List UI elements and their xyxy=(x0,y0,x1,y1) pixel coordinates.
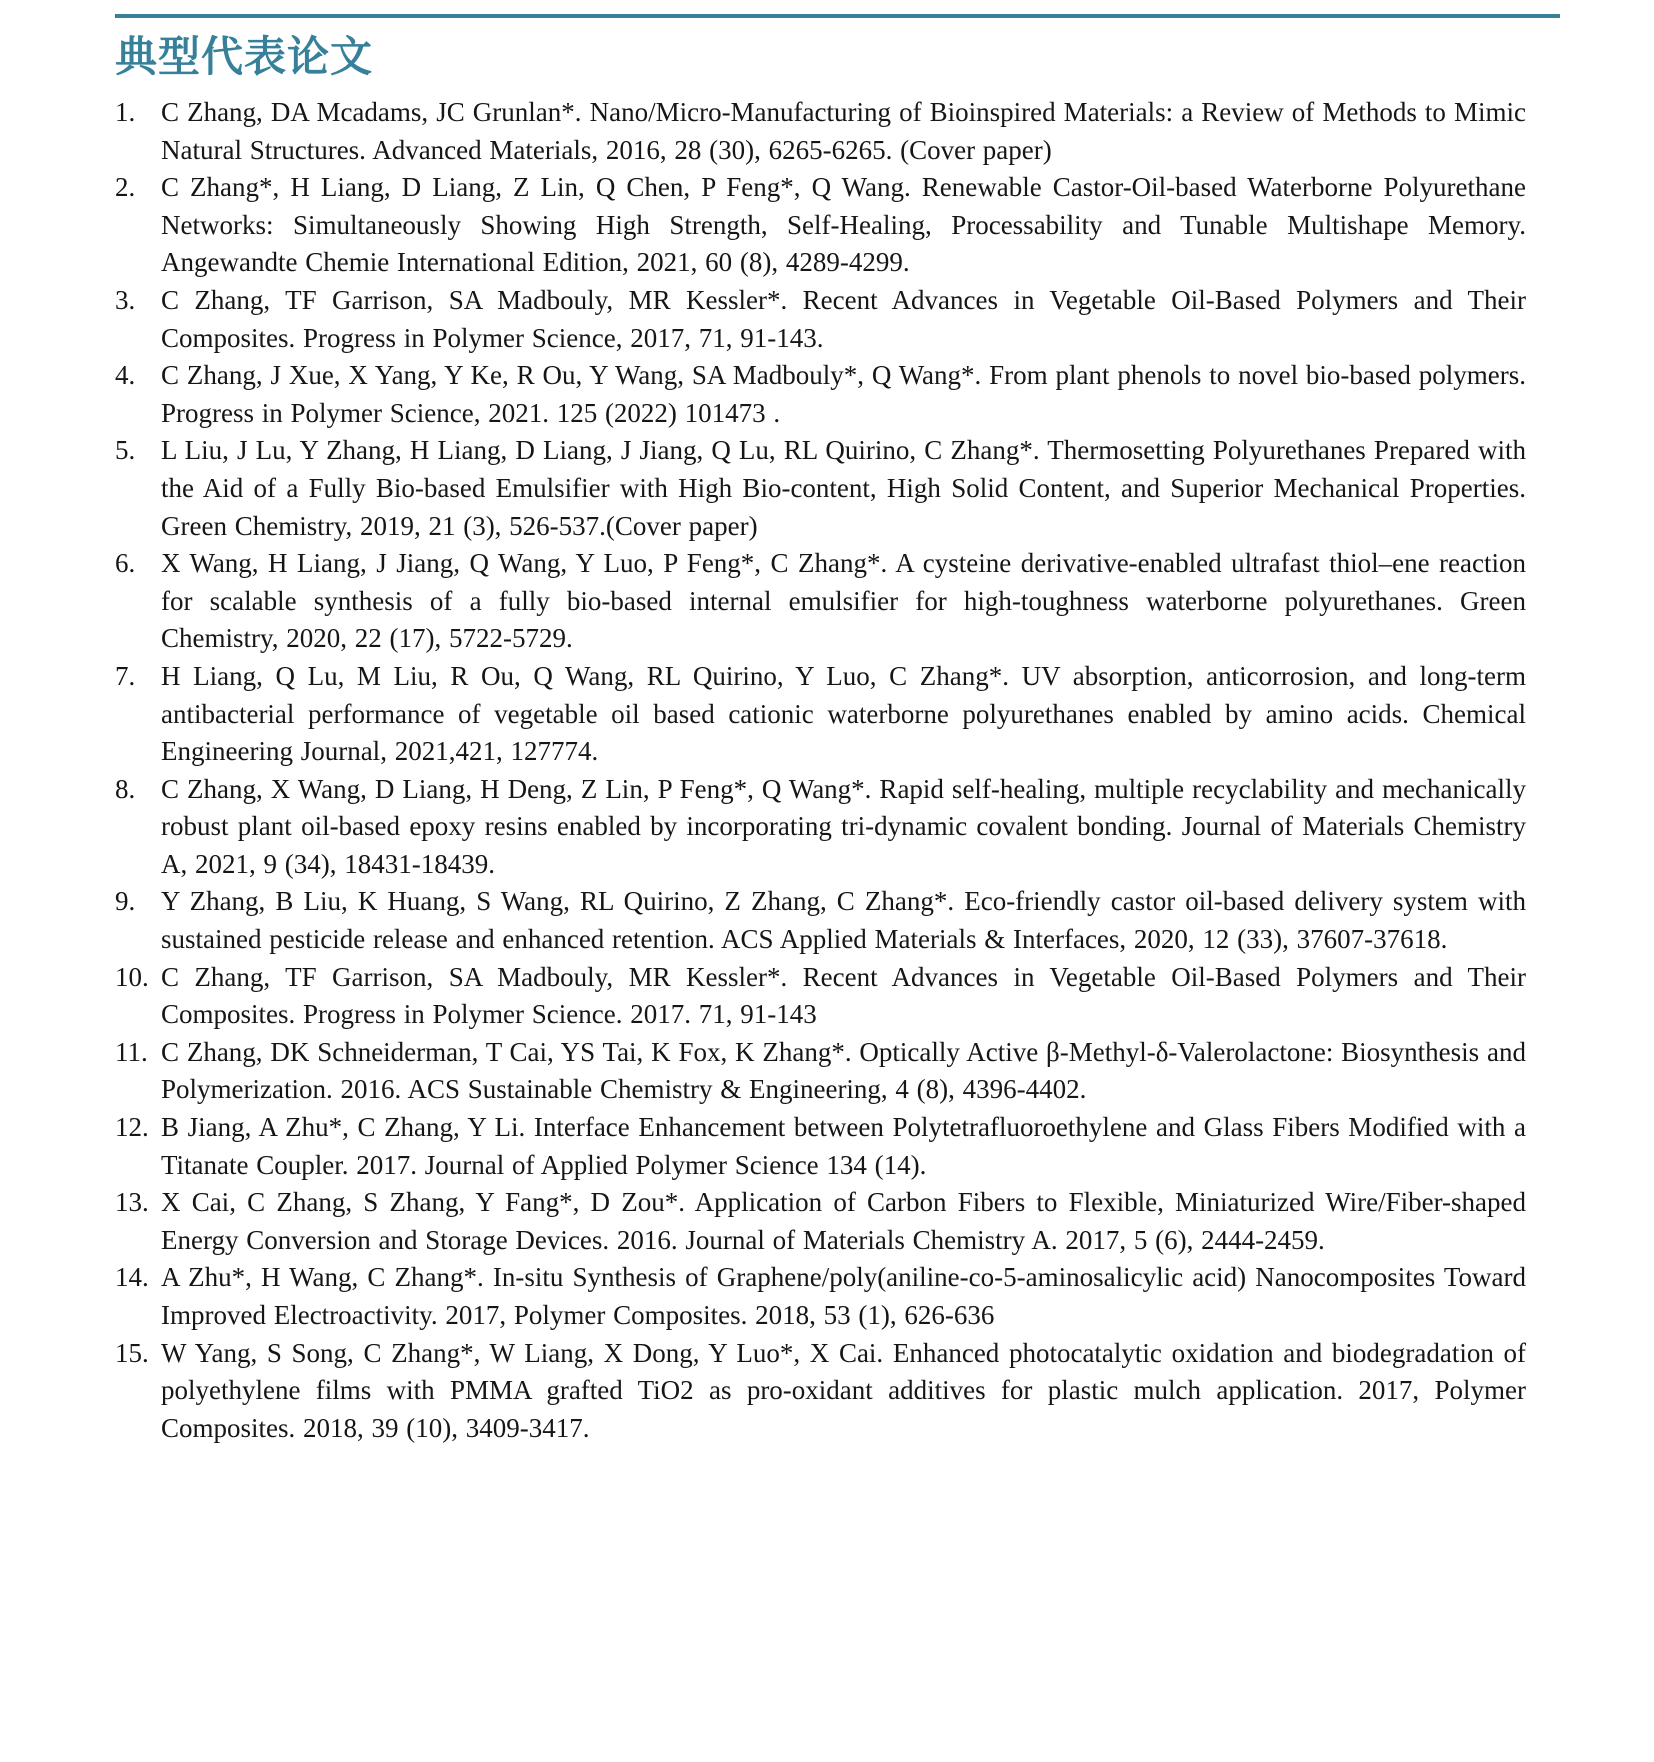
reference-item xyxy=(115,1335,1526,1448)
reference-number: 1. xyxy=(115,97,136,127)
reference-number: 11. xyxy=(115,1036,148,1067)
reference-number: 3. xyxy=(115,284,136,315)
reference-item xyxy=(115,432,1526,545)
reference-text: W Yang, S Song, C Zhang*, W Liang, X Dong, Y Luo*, X Cai. Enhanced photocatalytic oxidation and biodegradation of polyethylene films with PMMA grafted TiO2 as pro-oxidant additives for plastic mulch application. 2017, Polymer Composites. 2018, 39 (10), 3409-3417. xyxy=(161,1337,1526,1443)
reference-number: 12. xyxy=(115,1112,149,1143)
reference-text: A Zhu*, H Wang, C Zhang*. In-situ Synthesis of Graphene/poly(aniline-co-5-aminosalicylic acid) Nanocomposites Toward Improved Electroactivity. 2017, Polymer Composites. 2018, 53 (1), 626-636 xyxy=(161,1262,1526,1330)
reference-item xyxy=(115,1184,1526,1259)
reference-list xyxy=(115,94,1526,1447)
reference-text: C Zhang, TF Garrison, SA Madbouly, MR Kessler*. Recent Advances in Vegetable Oil-Based Polymers and Their Composites. Progress in Polymer Science, 2017, 71, 91-143. xyxy=(161,284,1526,353)
reference-text: X Cai, C Zhang, S Zhang, Y Fang*, D Zou*. Application of Carbon Fibers to Flexible, Miniaturized Wire/Fiber-shaped Energy Conversion and Storage Devices. 2016. Journal of Materials Chemistry A. 2017, 5 (6), 2444-2459. xyxy=(161,1187,1526,1255)
reference-text: X Wang, H Liang, J Jiang, Q Wang, Y Luo, P Feng*, C Zhang*. A cysteine derivative-enabled ultrafast thiol–ene reaction for scalable synthesis of a fully bio-based internal emulsifier for high-toughness waterborne polyurethanes. Green Chemistry, 2020, 22 (17), 5722-5729. xyxy=(161,548,1526,654)
reference-number: 14. xyxy=(115,1262,149,1293)
reference-number: 7. xyxy=(115,660,136,691)
reference-item xyxy=(115,1259,1526,1334)
reference-text: B Jiang, A Zhu*, C Zhang, Y Li. Interface Enhancement between Polytetrafluoroethylene and Glass Fibers Modified with a Titanate Coupler. 2017. Journal of Applied Polymer Science 134 (14). xyxy=(161,1112,1526,1180)
reference-text: C Zhang, J Xue, X Yang, Y Ke, R Ou, Y Wang, SA Madbouly*, Q Wang*. From plant phenols to novel bio-based polymers. Progress in Polymer Science, 2021. 125 (2022) 101473 . xyxy=(161,360,1526,428)
reference-text: C Zhang, X Wang, D Liang, H Deng, Z Lin, P Feng*, Q Wang*. Rapid self-healing, multiple recyclability and mechanically robust plant oil-based epoxy resins enabled by incorporating tri-dynamic covalent bonding. Journal of Materials Chemistry A, 2021, 9 (34), 18431-18439. xyxy=(161,773,1526,879)
reference-item xyxy=(115,545,1526,658)
section-heading: 典型代表论文 xyxy=(115,32,374,81)
reference-number: 2. xyxy=(115,172,136,203)
reference-number: 15. xyxy=(115,1337,149,1368)
reference-item xyxy=(115,1109,1526,1184)
reference-text: C Zhang, DA Mcadams, JC Grunlan*. Nano/Micro-Manufacturing of Bioinspired Materials: a Review of Methods to Mimic Natural Structures. Advanced Materials, 2016, 28 (30), 6265-6265. (Cover paper) xyxy=(161,97,1526,165)
reference-item xyxy=(115,94,1526,169)
reference-item xyxy=(115,1034,1526,1109)
reference-text: Y Zhang, B Liu, K Huang, S Wang, RL Quirino, Z Zhang, C Zhang*. Eco-friendly castor oil-based delivery system with sustained pesticide release and enhanced retention. ACS Applied Materials & Interfaces, 2020, 12 (33), 37607-37618. xyxy=(161,886,1526,955)
reference-item xyxy=(115,169,1526,282)
reference-text: C Zhang, DK Schneiderman, T Cai, YS Tai, K Fox, K Zhang*. Optically Active β-Methyl-δ-Valerolactone: Biosynthesis and Polymerization. 2016. ACS Sustainable Chemistry & Engineering, 4 (8), 4396-4402. xyxy=(161,1036,1526,1105)
reference-number: 13. xyxy=(115,1187,149,1218)
reference-item xyxy=(115,883,1526,958)
reference-item xyxy=(115,959,1526,1034)
reference-number: 4. xyxy=(115,360,136,391)
reference-text: C Zhang, TF Garrison, SA Madbouly, MR Kessler*. Recent Advances in Vegetable Oil-Based Polymers and Their Composites. Progress in Polymer Science. 2017. 71, 91-143 xyxy=(161,961,1526,1030)
reference-text: H Liang, Q Lu, M Liu, R Ou, Q Wang, RL Quirino, Y Luo, C Zhang*. UV absorption, anticorrosion, and long-term antibacterial performance of vegetable oil based cationic waterborne polyurethanes enabled by amino acids. Chemical Engineering Journal, 2021,421, 127774. xyxy=(161,660,1526,767)
reference-text: L Liu, J Lu, Y Zhang, H Liang, D Liang, J Jiang, Q Lu, RL Quirino, C Zhang*. Thermosetting Polyurethanes Prepared with the Aid of a Fully Bio-based Emulsifier with High Bio-content, High Solid Content, and Superior Mechanical Properties. Green Chemistry, 2019, 21 (3), 526-537.(Cover paper) xyxy=(161,435,1526,541)
reference-text: C Zhang*, H Liang, D Liang, Z Lin, Q Chen, P Feng*, Q Wang. Renewable Castor-Oil-based Waterborne Polyurethane Networks: Simultaneously Showing High Strength, Self-Healing, Processability and Tunable Multishape Memory. Angewandte Chemie International Edition, 2021, 60 (8), 4289-4299. xyxy=(161,172,1526,278)
reference-number: 10. xyxy=(115,961,149,992)
reference-item xyxy=(115,357,1526,432)
reference-item xyxy=(115,658,1526,771)
reference-number: 5. xyxy=(115,435,136,466)
reference-item xyxy=(115,771,1526,884)
reference-number: 8. xyxy=(115,773,136,804)
reference-number: 9. xyxy=(115,886,136,917)
top-divider xyxy=(115,14,1560,18)
reference-item xyxy=(115,282,1526,357)
reference-number: 6. xyxy=(115,548,136,579)
